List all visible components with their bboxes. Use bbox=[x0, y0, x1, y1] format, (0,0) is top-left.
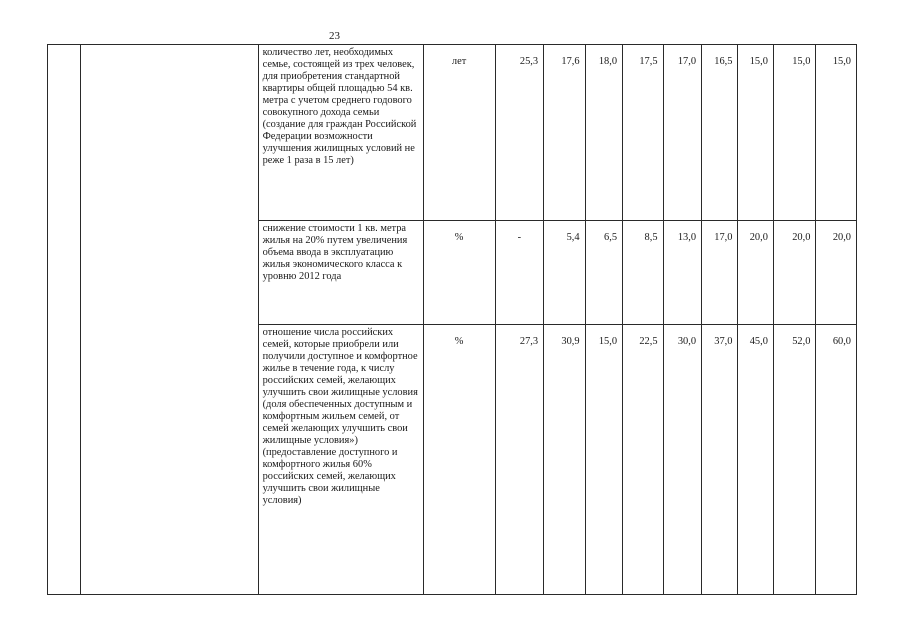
indicator-unit: лет bbox=[423, 45, 495, 221]
indicator-unit: % bbox=[423, 325, 495, 595]
value-cell: 25,3 bbox=[495, 45, 544, 221]
value-cell: 20,0 bbox=[816, 221, 857, 325]
value-cell: 15,0 bbox=[773, 45, 816, 221]
value-cell: 16,5 bbox=[702, 45, 738, 221]
value-cell: 60,0 bbox=[816, 325, 857, 595]
value-cell: 30,9 bbox=[544, 325, 586, 595]
indicators-table bbox=[47, 44, 857, 595]
indicator-description: отношение числа российских семей, которые приобрели или получили доступное и комфортное жилье в течение года, к числу российских семей, желающих улучшить свои жилищные условия (доля обеспеченных доступным и комфортным жильем семей, от семей желающих улучшить свои жилищные условия») (предоставление доступного и комфортного жилья 60% российских семей, желающих улучшить свои жилищные условия) bbox=[258, 325, 423, 595]
value-cell: 22,5 bbox=[623, 325, 664, 595]
value-cell: 15,0 bbox=[816, 45, 857, 221]
value-cell: 6,5 bbox=[585, 221, 622, 325]
value-cell: 17,0 bbox=[663, 45, 701, 221]
indicator-description: количество лет, необходимых семье, состоящей из трех человек, для приобретения стандартной квартиры общей площадью 54 кв. метра с учетом среднего годового совокупного дохода семьи (создание для граждан Российской Федерации возможности улучшения жилищных условий не реже 1 раза в 15 лет) bbox=[258, 45, 423, 221]
value-cell: 30,0 bbox=[663, 325, 701, 595]
value-cell: 18,0 bbox=[585, 45, 622, 221]
table-row bbox=[48, 45, 857, 221]
value-cell: 20,0 bbox=[738, 221, 773, 325]
page-number: 23 bbox=[329, 30, 340, 42]
value-cell: 17,0 bbox=[702, 221, 738, 325]
empty-cell-index bbox=[48, 45, 81, 595]
indicator-unit: % bbox=[423, 221, 495, 325]
value-cell: 27,3 bbox=[495, 325, 544, 595]
value-cell: 37,0 bbox=[702, 325, 738, 595]
value-cell: - bbox=[495, 221, 544, 325]
value-cell: 5,4 bbox=[544, 221, 586, 325]
value-cell: 52,0 bbox=[773, 325, 816, 595]
value-cell: 45,0 bbox=[738, 325, 773, 595]
indicator-description: снижение стоимости 1 кв. метра жилья на 20% путем увеличения объема ввода в эксплуатацию жилья экономического класса к уровню 2012 года bbox=[258, 221, 423, 325]
value-cell: 8,5 bbox=[623, 221, 664, 325]
value-cell: 17,5 bbox=[623, 45, 664, 221]
value-cell: 20,0 bbox=[773, 221, 816, 325]
empty-cell-name bbox=[81, 45, 258, 595]
value-cell: 13,0 bbox=[663, 221, 701, 325]
value-cell: 17,6 bbox=[544, 45, 586, 221]
value-cell: 15,0 bbox=[738, 45, 773, 221]
value-cell: 15,0 bbox=[585, 325, 622, 595]
